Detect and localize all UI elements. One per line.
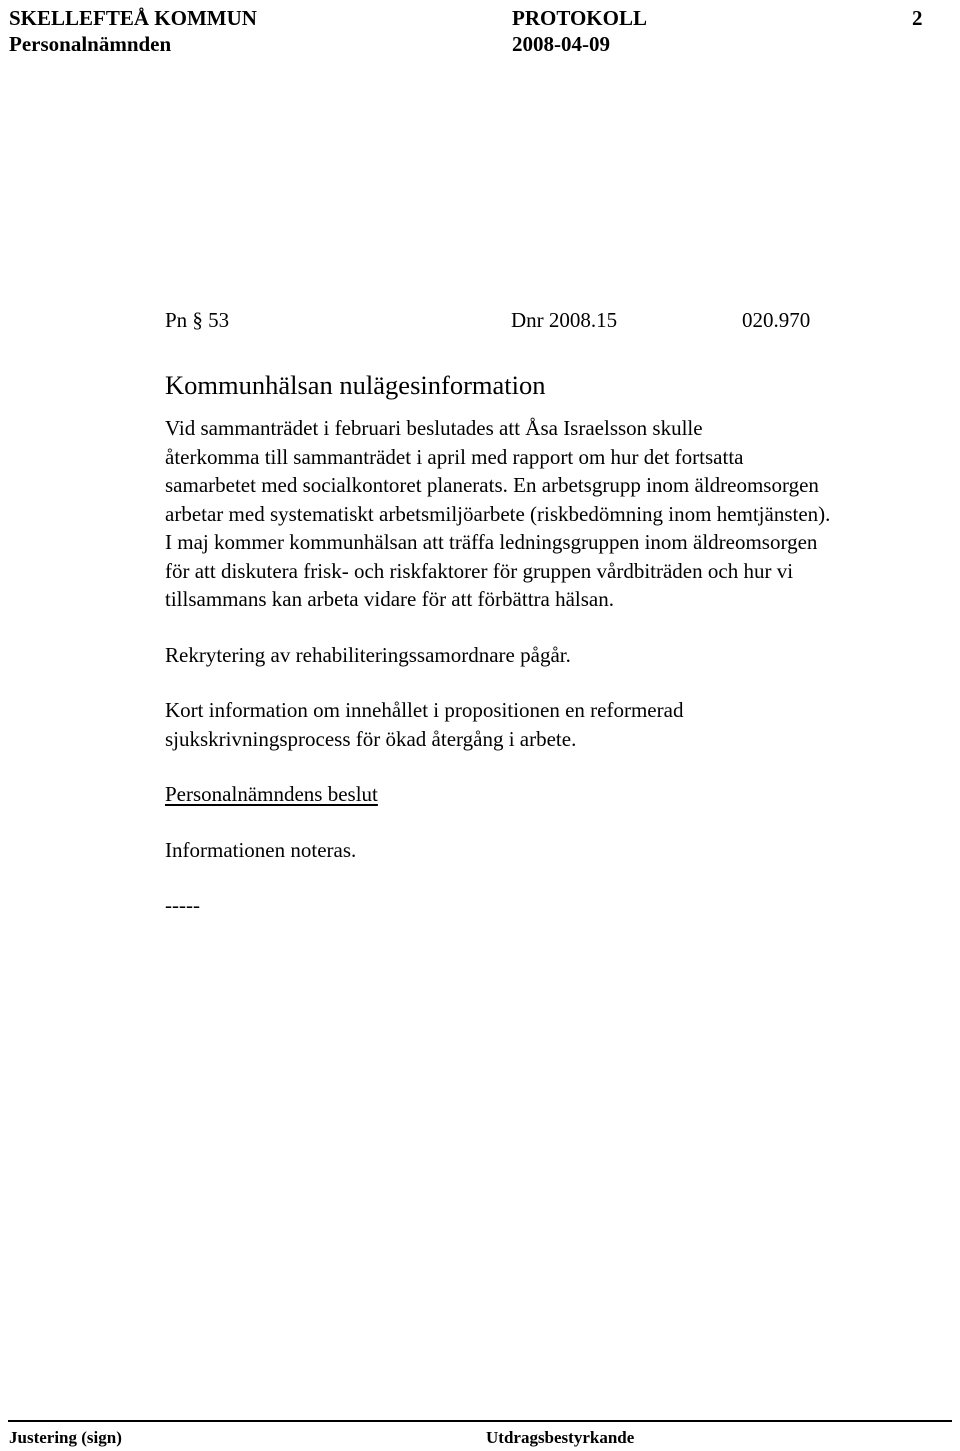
protocol-item <box>165 306 945 920</box>
justering-label: Justering (sign) <box>9 1428 122 1447</box>
body-paragraph <box>165 414 945 614</box>
body-line: Vid sammanträdet i februari beslutades att Åsa Israelsson skulle <box>165 416 703 440</box>
dnr-code: 020.970 <box>742 308 811 332</box>
dnr-label: Dnr 2008.15 <box>511 308 618 332</box>
page-number: 2 <box>912 6 923 30</box>
decision-text: Informationen noteras. <box>165 837 357 862</box>
board-name: Personalnämnden <box>9 32 172 56</box>
reference-line <box>165 306 945 338</box>
body-line: för att diskutera frisk- och riskfaktorer för gruppen vårdbiträden och hur vi <box>165 558 794 583</box>
footer-divider <box>8 1420 952 1422</box>
body-line: arbetar med systematiskt arbetsmiljöarbete (riskbedömning inom hemtjänsten). <box>165 501 831 526</box>
body-line: samarbetet med socialkontoret planerats. En arbetsgrupp inom äldreomsorgen <box>165 473 819 497</box>
body-line: I maj kommer kommunhälsan att träffa ledningsgruppen inom äldreomsorgen <box>165 530 818 554</box>
body-line: tillsammans kan arbeta vidare för att förbättra hälsan. <box>165 587 614 611</box>
end-marker: ----- <box>165 893 200 917</box>
decision-heading: Personalnämndens beslut <box>165 782 378 806</box>
body-line: återkomma till sammanträdet i april med rapport om hur det fortsatta <box>165 444 744 469</box>
item-title: Kommunhälsan nulägesinformation <box>165 370 546 400</box>
info-line: sjukskrivningsprocess för ökad återgång i arbete. <box>165 726 577 751</box>
municipality-name: SKELLEFTEÅ KOMMUN <box>9 6 257 30</box>
meeting-date: 2008-04-09 <box>512 32 610 56</box>
utdrag-label: Utdragsbestyrkande <box>486 1428 635 1447</box>
recruitment-text: Rekrytering av rehabiliteringssamordnare pågår. <box>165 642 571 667</box>
info-paragraph <box>165 696 945 753</box>
info-line: Kort information om innehållet i propositionen en reformerad <box>165 698 684 722</box>
paragraph-number: Pn § 53 <box>165 308 230 332</box>
document-type: PROTOKOLL <box>512 6 647 30</box>
